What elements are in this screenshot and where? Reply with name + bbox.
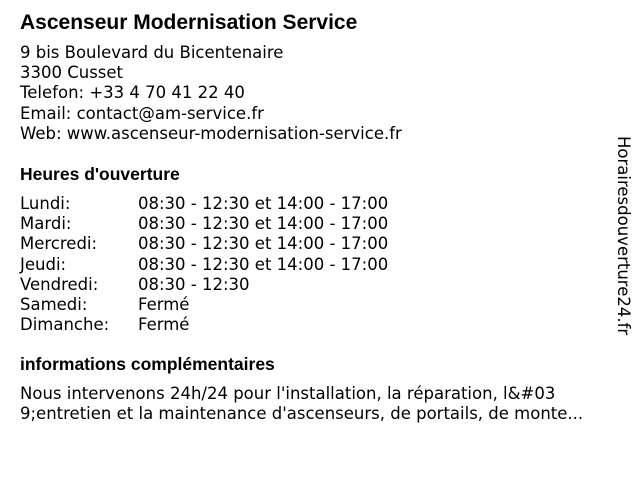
day-label: Lundi: (20, 194, 71, 213)
day-label: Mardi: (20, 214, 72, 234)
additional-info-text (20, 384, 620, 424)
day-label: Mercredi: (20, 234, 98, 254)
day-label: Dimanche: (20, 315, 110, 335)
info-line-1: Nous intervenons 24h/24 pour l'installation, la réparation, l&#03 (20, 384, 556, 403)
contact-block (20, 43, 402, 144)
phone-line[interactable]: Telefon: +33 4 70 41 22 40 (20, 83, 245, 103)
opening-hours-heading: Heures d'ouverture (20, 164, 180, 184)
hours-row-friday (20, 275, 440, 295)
day-label: Jeudi: (20, 254, 67, 274)
site-watermark: Horairesdouverture24.fr (614, 136, 633, 336)
email-line[interactable]: Email: contact@am-service.fr (20, 103, 264, 123)
day-label: Samedi: (20, 294, 88, 314)
address-street: 9 bis Boulevard du Bicentenaire (20, 43, 284, 62)
opening-hours-table (20, 194, 440, 335)
time-value: 08:30 - 12:30 et 14:00 - 17:00 (138, 254, 389, 274)
info-line-2: 9;entretien et la maintenance d'ascenseurs, de portails, de monte... (20, 404, 584, 424)
day-label: Vendredi: (20, 274, 99, 294)
hours-row-tuesday (20, 214, 440, 234)
time-value: 08:30 - 12:30 et 14:00 - 17:00 (138, 234, 389, 254)
hours-row-monday (20, 194, 440, 214)
hours-row-wednesday (20, 234, 440, 254)
hours-row-saturday (20, 295, 440, 315)
time-value: Fermé (138, 315, 190, 335)
time-value: 08:30 - 12:30 et 14:00 - 17:00 (138, 194, 389, 213)
time-value: Fermé (138, 294, 190, 314)
hours-row-thursday (20, 255, 440, 275)
hours-row-sunday (20, 315, 440, 335)
address-city: 3300 Cusset (20, 63, 124, 83)
time-value: 08:30 - 12:30 et 14:00 - 17:00 (138, 214, 389, 234)
time-value: 08:30 - 12:30 (138, 274, 250, 294)
web-line[interactable]: Web: www.ascenseur-modernisation-service.fr (20, 123, 402, 143)
additional-info-heading: informations complémentaires (20, 354, 275, 374)
business-name: Ascenseur Modernisation Service (20, 11, 358, 34)
